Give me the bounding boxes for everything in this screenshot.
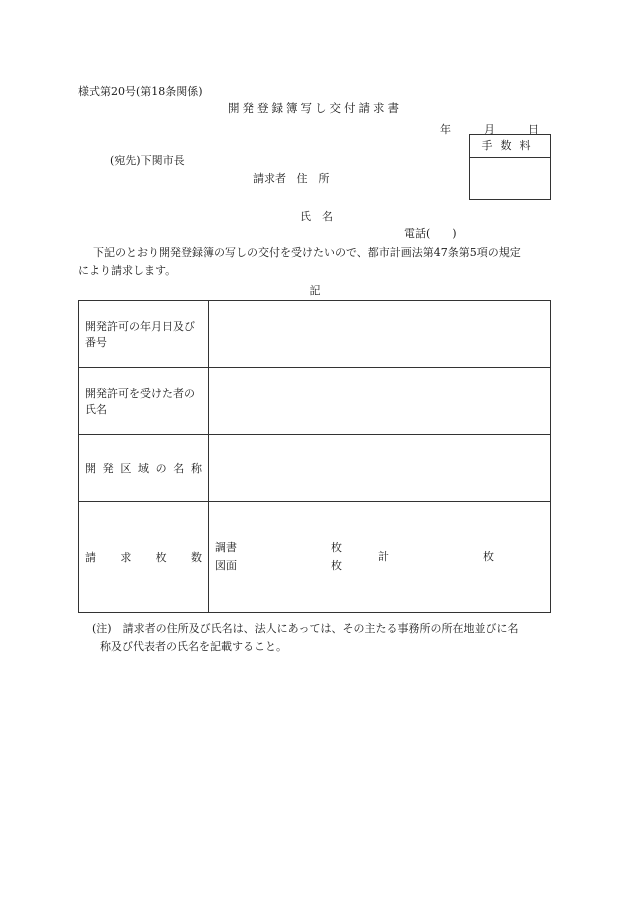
sheet-count-label [79, 502, 209, 613]
label-char: の [155, 462, 167, 475]
label-char: 名 [173, 462, 185, 475]
requester-prefix: 請求者 [253, 172, 286, 185]
label-char: 区 [120, 462, 132, 475]
label-char: 数 [190, 551, 202, 564]
label-line: 開発許可を受けた者の [85, 387, 195, 400]
table-row [79, 301, 551, 368]
body-text-line2: により請求します。 [78, 264, 177, 277]
label-char: 請 [85, 551, 96, 564]
body-text-line1: 下記のとおり開発登録簿の写しの交付を受けたいので、都市計画法第47条第5項の規定 [93, 246, 521, 259]
label-char: 発 [102, 462, 114, 475]
doc-sheets-label: 調書 [215, 541, 237, 554]
permit-holder-field[interactable] [209, 368, 551, 435]
label-char: 枚 [155, 551, 167, 564]
label-line: 開発許可の年月日及び [85, 320, 195, 333]
document-title: 開発登録簿写し交付請求書 [228, 101, 402, 115]
address-label: 住 所 [296, 172, 330, 185]
day-label: 日 [528, 123, 539, 136]
doc-sheets-unit: 枚 [331, 541, 342, 554]
drawing-sheets-unit: 枚 [331, 559, 342, 572]
permit-date-field[interactable] [209, 301, 551, 368]
note-line1: (注) 請求者の住所及び氏名は、法人にあっては、その主たる事務所の所在地並びに名 [92, 622, 519, 635]
year-label: 年 [440, 123, 451, 136]
drawing-sheets-label: 図面 [215, 559, 237, 572]
addressee: (宛先)下関市長 [110, 154, 185, 167]
sheet-count-field[interactable] [209, 502, 551, 613]
total-label: 計 [378, 550, 389, 563]
permit-date-label [79, 301, 209, 368]
table-row [79, 502, 551, 613]
area-name-label [79, 435, 209, 502]
fee-box [469, 134, 551, 200]
label-line: 氏名 [85, 403, 107, 416]
fee-label: 手数料 [470, 135, 550, 158]
area-name-field[interactable] [209, 435, 551, 502]
ki-heading: 記 [309, 284, 321, 297]
label-line: 番号 [85, 336, 107, 349]
label-char: 開 [85, 462, 96, 475]
label-char: 称 [190, 462, 202, 475]
form-number: 様式第20号(第18条関係) [78, 85, 203, 98]
detail-table [78, 300, 551, 613]
phone-label: 電話( ) [404, 227, 457, 240]
permit-holder-label [79, 368, 209, 435]
requester-name-label: 氏 名 [300, 210, 333, 223]
table-row [79, 368, 551, 435]
requester-address-line [253, 170, 330, 186]
total-unit: 枚 [483, 550, 494, 563]
table-row [79, 435, 551, 502]
note-line2: 称及び代表者の氏名を記載すること。 [100, 640, 287, 653]
month-label: 月 [484, 123, 495, 136]
label-char: 求 [120, 551, 132, 564]
label-char: 域 [137, 462, 149, 475]
